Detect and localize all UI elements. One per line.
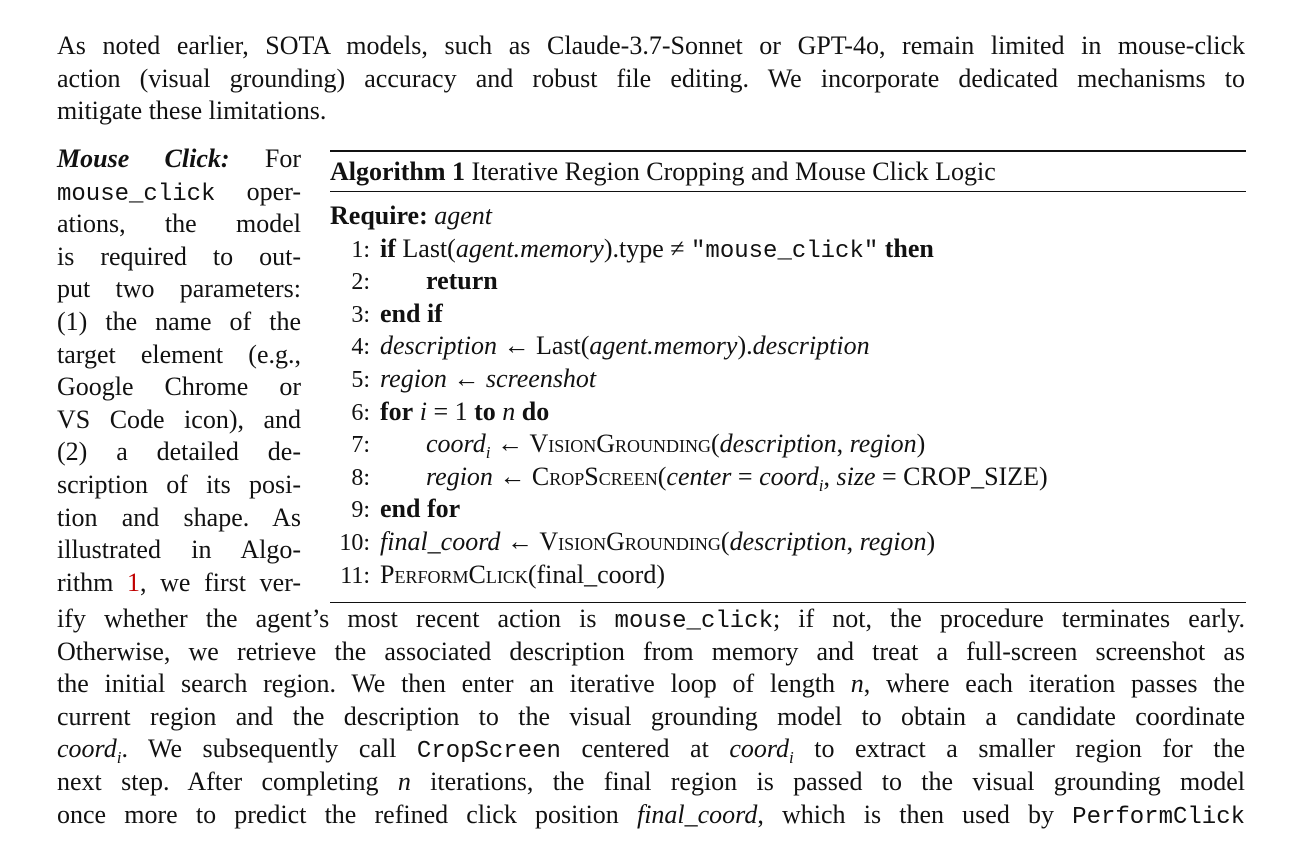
- algorithm-line: 2: return: [351, 266, 498, 296]
- algorithm-line: 3: end if: [351, 298, 443, 328]
- side-line: put two parameters:: [57, 274, 301, 304]
- body-paragraph: [57, 603, 1245, 831]
- intro-paragraph: [57, 30, 1245, 128]
- side-line: illustrated in Algo-: [57, 535, 301, 565]
- body-line: once more to predict the refined click position final_coord, which is then used by PerformClick: [57, 799, 1245, 831]
- algorithm-line: 8: region ← CropScreen(center = coord$_i$, size = CROP_SIZE): [351, 461, 1048, 495]
- algorithm-caption: Iterative Region Cropping and Mouse Click Logic: [471, 157, 996, 186]
- algorithm-reference-link[interactable]: 1: [127, 567, 140, 597]
- algorithm-line: 6: for i = 1 to n do: [351, 396, 550, 426]
- intro-line: action (visual grounding) accuracy and robust file editing. We incorporate dedicated mechanisms to: [57, 63, 1245, 93]
- side-line: VS Code icon), and: [57, 404, 301, 434]
- body-line: the initial search region. We then enter an iterative loop of length n, where each iteration passes the: [57, 669, 1246, 699]
- algorithm-line: 9: end for: [351, 494, 461, 524]
- body-line: current region and the description to the visual grounding model to obtain a candidate coordinate: [57, 701, 1245, 731]
- side-line: tion and shape. As: [57, 502, 301, 532]
- inline-code: mouse_click: [614, 608, 773, 635]
- side-line: Google Chrome or: [57, 372, 301, 402]
- algorithm-line: 11: PerformClick(final_coord): [340, 559, 665, 589]
- algorithm-line: 4: description ← Last(agent.memory).description: [351, 331, 870, 361]
- side-line: target element (e.g.,: [57, 339, 301, 369]
- algorithm-line: 7: coord$_i$ ← VisionGrounding(description, region): [351, 429, 926, 463]
- side-line: rithm 1, we first ver-: [57, 567, 301, 597]
- algorithm-line: 1: if Last(agent.memory).type ≠ "mouse_click" then: [351, 233, 934, 265]
- intro-line: mitigate these limitations.: [57, 96, 327, 126]
- inline-code: CropScreen: [416, 738, 561, 766]
- body-line: Otherwise, we retrieve the associated description from memory and treat a full-screen screenshot as: [57, 636, 1245, 666]
- body-line: ify whether the agent’s most recent action is mouse_click; if not, the procedure terminates early.: [57, 604, 1246, 635]
- side-line: Mouse Click: For: [57, 144, 301, 173]
- body-line: next step. After completing n iterations, the final region is passed to the visual grounding model: [57, 766, 1245, 796]
- algorithm-line: 10: final_coord ← VisionGrounding(description, region): [339, 526, 936, 556]
- side-line: (2) a detailed de-: [57, 437, 301, 467]
- algorithm-label: Algorithm 1: [330, 157, 466, 186]
- side-line: scription of its posi-: [57, 469, 301, 499]
- side-line: is required to out-: [57, 241, 301, 271]
- algorithm-line: 5: region ← screenshot: [351, 363, 597, 393]
- algorithm-require: Require: agent: [330, 201, 492, 230]
- algorithm-box: [330, 150, 1246, 591]
- inline-code: mouse_click: [57, 180, 216, 208]
- side-line: mouse_click oper-: [57, 176, 301, 208]
- intro-line: As noted earlier, SOTA models, such as Claude-3.7-Sonnet or GPT-4o, remain limited in mouse-click: [57, 31, 1245, 60]
- algorithm-title: [330, 152, 1246, 191]
- side-line: ations, the model: [57, 209, 301, 239]
- inline-code: PerformClick: [1072, 803, 1245, 831]
- side-line: (1) the name of the: [57, 306, 301, 336]
- section-heading: Mouse Click:: [57, 144, 230, 173]
- mouse-click-side-text: [57, 143, 301, 599]
- body-line: coord$_i$. We subsequently call CropScreen centered at coord$_i$ to extract a smaller region for the: [57, 734, 1245, 768]
